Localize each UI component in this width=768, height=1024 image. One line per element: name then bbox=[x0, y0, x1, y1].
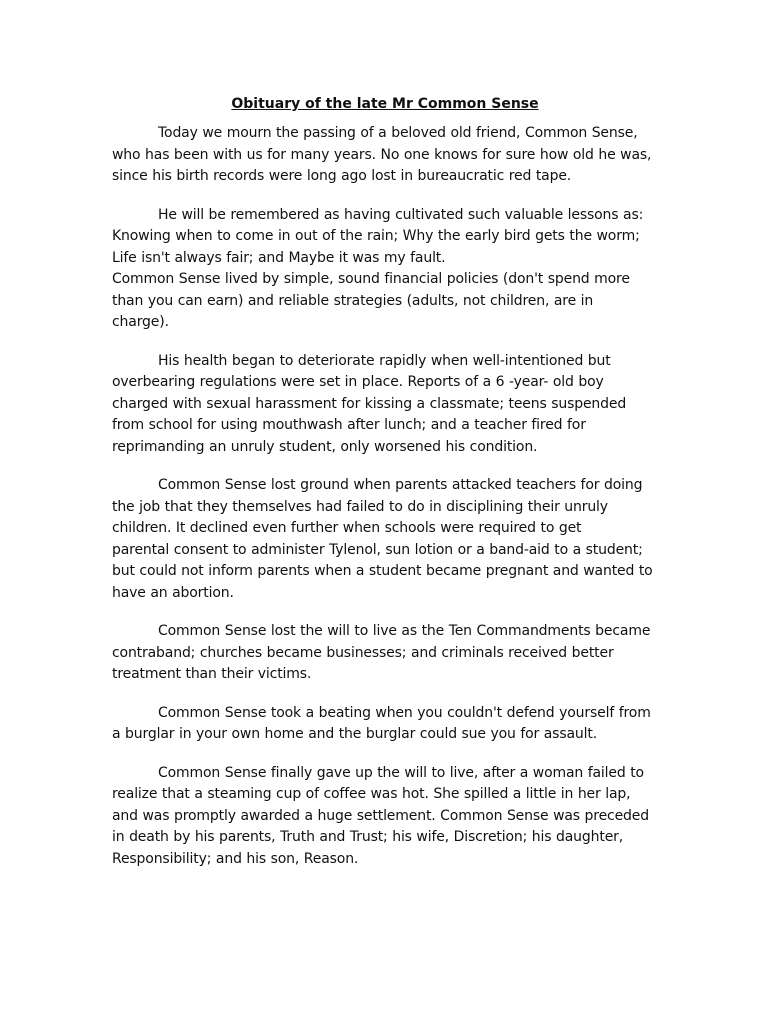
paragraph-line: Common Sense took a beating when you couldn't defend yourself from bbox=[158, 704, 651, 721]
paragraph-financial-policies bbox=[112, 269, 658, 334]
paragraph-line: than you can earn) and reliable strategies (adults, not children, are in bbox=[112, 292, 594, 309]
paragraph-lost-ground bbox=[112, 475, 658, 604]
paragraph-line: children. It declined even further when schools were required to get bbox=[112, 520, 582, 536]
document-page bbox=[112, 93, 658, 887]
paragraph-lessons bbox=[112, 205, 658, 270]
paragraph-line: Common Sense finally gave up the will to live, after a woman failed to bbox=[158, 764, 644, 781]
paragraph-line: reprimanding an unruly student, only worsened his condition. bbox=[112, 438, 538, 455]
paragraph-line: Common Sense lost ground when parents attacked teachers for doing bbox=[158, 477, 643, 493]
paragraph-line: Today we mourn the passing of a beloved old friend, Common Sense, bbox=[158, 125, 638, 141]
paragraph-line: in death by his parents, Truth and Trust; his wife, Discretion; his daughter, bbox=[112, 829, 624, 845]
paragraph-will-to-live bbox=[112, 621, 658, 686]
paragraph-line: overbearing regulations were set in place. Reports of a 6 -year- old boy bbox=[112, 374, 604, 390]
paragraph-line: parental consent to administer Tylenol, sun lotion or a band-aid to a student; bbox=[112, 541, 643, 558]
paragraph-line: contraband; churches became businesses; and criminals received better bbox=[112, 644, 614, 661]
paragraph-line: realize that a steaming cup of coffee was hot. She spilled a little in her lap, bbox=[112, 786, 631, 802]
paragraph-line: Knowing when to come in out of the rain; Why the early bird gets the worm; bbox=[112, 228, 640, 244]
paragraph-line: but could not inform parents when a student became pregnant and wanted to bbox=[112, 563, 653, 579]
paragraph-line: charge). bbox=[112, 314, 169, 330]
paragraph-line: from school for using mouthwash after lunch; and a teacher fired for bbox=[112, 417, 586, 433]
document-title: Obituary of the late Mr Common Sense bbox=[231, 96, 539, 112]
paragraph-final bbox=[112, 763, 658, 871]
paragraph-line: Life isn't always fair; and Maybe it was my fault. bbox=[112, 249, 446, 266]
paragraph-line: Common Sense lost the will to live as the Ten Commandments became bbox=[158, 623, 651, 639]
paragraph-health bbox=[112, 351, 658, 459]
paragraph-line: Common Sense lived by simple, sound financial policies (don't spend more bbox=[112, 271, 630, 287]
paragraph-line: and was promptly awarded a huge settlement. Common Sense was preceded bbox=[112, 807, 649, 824]
paragraph-line: have an abortion. bbox=[112, 584, 234, 601]
paragraph-line: since his birth records were long ago lost in bureaucratic red tape. bbox=[112, 168, 572, 184]
paragraph-line: who has been with us for many years. No one knows for sure how old he was, bbox=[112, 146, 652, 163]
paragraph-beating bbox=[112, 703, 658, 746]
paragraph-line: a burglar in your own home and the burglar could sue you for assault. bbox=[112, 726, 597, 742]
paragraph-line: He will be remembered as having cultivated such valuable lessons as: bbox=[158, 206, 644, 223]
paragraph-line: His health began to deteriorate rapidly when well-intentioned but bbox=[158, 352, 611, 369]
paragraph-line: charged with sexual harassment for kissing a classmate; teens suspended bbox=[112, 395, 627, 412]
paragraph-line: Responsibility; and his son, Reason. bbox=[112, 850, 359, 867]
paragraph-mourning bbox=[112, 123, 658, 188]
paragraph-line: treatment than their victims. bbox=[112, 666, 312, 682]
paragraph-line: the job that they themselves had failed to do in disciplining their unruly bbox=[112, 498, 608, 515]
